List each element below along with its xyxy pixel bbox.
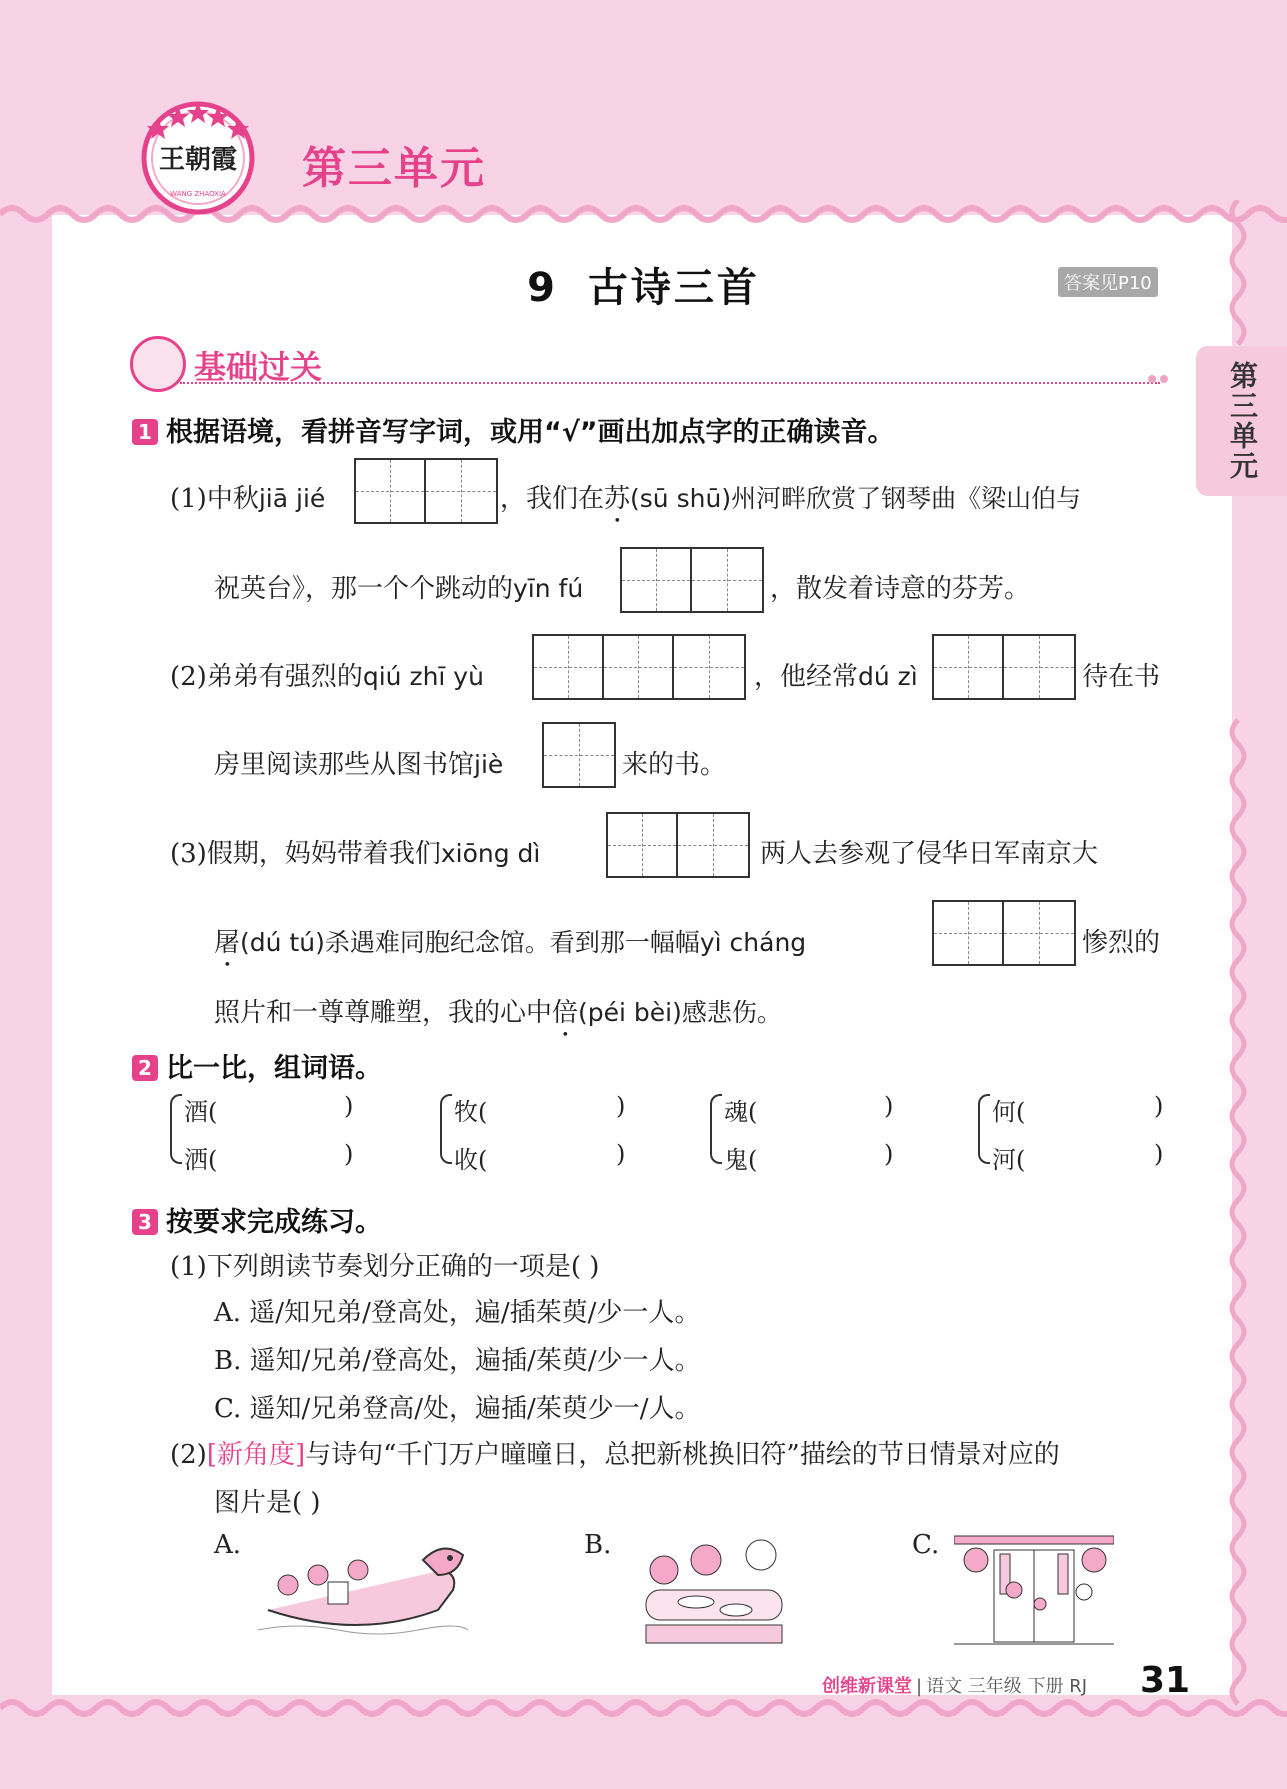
footer: 创维新课堂 | 语文 三年级 下册 RJ bbox=[822, 1676, 1088, 1697]
logo-text: 王朝霞 bbox=[158, 145, 238, 175]
q1-s2-text-a: (2)弟弟有强烈的 bbox=[170, 662, 363, 692]
brace-icon bbox=[710, 1094, 722, 1164]
question-2-number: 2 bbox=[132, 1055, 158, 1081]
question-3-title: 按要求完成练习。 bbox=[166, 1207, 382, 1238]
side-tab-label: 第三单元 bbox=[1226, 361, 1259, 481]
q1-s3-pinyin-1: xiōng dì bbox=[440, 839, 541, 868]
brace-icon bbox=[440, 1094, 452, 1164]
q3-s2-text: 与诗句“千门万户曈曈日，总把新桃换旧符”描绘的节日情景对应的 bbox=[305, 1440, 1060, 1470]
question-3-header bbox=[132, 1200, 382, 1239]
q1-s3-text-f: (péi bèi)感悲伤。 bbox=[578, 998, 782, 1027]
answer-grid-duzi[interactable] bbox=[932, 634, 1076, 700]
q1-s1-line2 bbox=[214, 568, 583, 605]
q1-s1-line1 bbox=[170, 478, 325, 515]
q1-s2-text-c: 待在书 bbox=[1082, 662, 1161, 692]
answer-grid-xiongdi[interactable] bbox=[606, 812, 750, 878]
question-1-number: 1 bbox=[132, 419, 158, 445]
q1-s2-text-b: ，他经常 bbox=[754, 662, 859, 692]
brand-logo bbox=[138, 96, 258, 216]
pair-2-top: 牧( bbox=[454, 1098, 488, 1126]
answer-grid-qiuzhiyu[interactable] bbox=[532, 634, 746, 700]
pair-1-top-close: ) bbox=[344, 1092, 354, 1120]
pic-label-a: A. bbox=[214, 1530, 242, 1560]
q1-s3-dotted-char-2: 倍 bbox=[552, 998, 579, 1028]
q1-s2-line2 bbox=[214, 744, 503, 781]
lesson-title-text: 古诗三首 bbox=[587, 265, 760, 311]
dragon-boat-picture[interactable] bbox=[258, 1530, 468, 1644]
q1-s2-text-d: 房里阅读那些从图书馆 bbox=[214, 750, 475, 780]
lesson-number: 9 bbox=[527, 265, 558, 311]
q3-s2-prefix: (2) bbox=[170, 1440, 207, 1470]
question-1-header bbox=[132, 410, 895, 449]
answer-grid-jie[interactable] bbox=[542, 722, 616, 788]
q1-s3-line2 bbox=[214, 922, 806, 973]
family-dinner-picture[interactable] bbox=[636, 1530, 792, 1648]
section-avatar-icon bbox=[130, 336, 186, 392]
q3-s2-line1 bbox=[170, 1434, 1060, 1471]
question-2-header bbox=[132, 1046, 382, 1085]
q1-s3-text-c: (dú tú)杀遇难同胞纪念馆。看到那一幅幅 bbox=[240, 928, 700, 957]
pair-4-bottom: 河( bbox=[992, 1146, 1026, 1174]
q1-s2-text-e: 来的书。 bbox=[622, 750, 727, 780]
brace-icon bbox=[978, 1094, 990, 1164]
section-title: 基础过关 bbox=[194, 348, 323, 386]
q1-s3-text-b: 两人去参观了侵华日军南京大 bbox=[760, 839, 1099, 869]
answer-reference: 答案见P10 bbox=[1058, 267, 1158, 297]
q3-option-c[interactable]: C. 遥知/兄弟登高/处，遍插/茱萸少一/人。 bbox=[214, 1394, 701, 1424]
wave-border-right bbox=[1218, 200, 1258, 1710]
pair-1-bottom-close: ) bbox=[344, 1140, 354, 1168]
q3-option-a[interactable]: A. 遥/知兄弟/登高处，遍/插茱萸/少一人。 bbox=[214, 1298, 701, 1328]
page-number: 31 bbox=[1140, 1660, 1191, 1701]
q3-option-b[interactable]: B. 遥知/兄弟/登高处，遍插/茱萸/少一人。 bbox=[214, 1346, 701, 1376]
q1-s1-line1b bbox=[500, 478, 1081, 529]
footer-info: 语文 三年级 下册 RJ bbox=[926, 1676, 1088, 1697]
section-divider bbox=[180, 382, 1160, 384]
q1-s3-text-d: 惨烈的 bbox=[1082, 928, 1161, 958]
q1-s1-pinyin-1: jiā jié bbox=[258, 484, 326, 513]
q1-s2-line1 bbox=[170, 656, 484, 693]
pair-2-bottom: 收( bbox=[454, 1146, 488, 1174]
pic-label-b: B. bbox=[584, 1530, 612, 1560]
brace-icon bbox=[170, 1094, 182, 1164]
pair-4-top: 何( bbox=[992, 1098, 1026, 1126]
question-1-title: 根据语境，看拼音写字词，或用“√”画出加点字的正确读音。 bbox=[166, 417, 895, 448]
q1-s3-line1 bbox=[170, 833, 540, 870]
q1-s3-text-e: 照片和一尊尊雕塑，我的心中 bbox=[214, 998, 553, 1028]
pic-label-c: C. bbox=[912, 1530, 940, 1560]
q3-s2-tag: [新角度] bbox=[206, 1440, 306, 1470]
q1-s1-text-d: 祝英台》，那一个个跳动的 bbox=[214, 574, 514, 604]
pair-3-top-close: ) bbox=[884, 1092, 894, 1120]
pair-4-bottom-close: ) bbox=[1154, 1140, 1164, 1168]
wave-border-bottom bbox=[0, 1690, 1287, 1726]
pair-3-top: 魂( bbox=[724, 1098, 758, 1126]
pair-1-bottom: 洒( bbox=[184, 1146, 218, 1174]
question-2-title: 比一比，组词语。 bbox=[166, 1053, 382, 1084]
q1-s1-text-a: (1)中秋 bbox=[170, 484, 259, 514]
q1-s2-line1b bbox=[754, 656, 918, 693]
q1-s2-pinyin-1: qiú zhī yù bbox=[362, 662, 484, 691]
q1-s2-pinyin-3: jiè bbox=[474, 750, 504, 779]
pair-2-top-close: ) bbox=[616, 1092, 626, 1120]
q1-s1-text-e: ，散发着诗意的芬芳。 bbox=[770, 574, 1031, 604]
answer-grid-jiajie[interactable] bbox=[354, 458, 498, 524]
answer-grid-yichang[interactable] bbox=[932, 900, 1076, 966]
q3-s2-text-2: 图片是( ) bbox=[214, 1488, 321, 1518]
pair-3-bottom: 鬼( bbox=[724, 1146, 758, 1174]
q1-s1-pinyin-2: yīn fú bbox=[513, 574, 584, 603]
q1-s1-text-c: (sū shū)州河畔欣赏了钢琴曲《梁山伯与 bbox=[630, 484, 1082, 513]
q1-s2-pinyin-2: dú zì bbox=[858, 662, 918, 691]
pair-3-bottom-close: ) bbox=[884, 1140, 894, 1168]
section-dots-icon bbox=[1146, 368, 1170, 387]
q1-s3-pinyin-2: yì cháng bbox=[699, 928, 807, 957]
answer-grid-yinfu[interactable] bbox=[620, 547, 764, 613]
unit-title: 第三单元 bbox=[302, 143, 486, 194]
question-3-number: 3 bbox=[132, 1209, 158, 1235]
pair-1-top: 酒( bbox=[184, 1098, 218, 1126]
q1-s1-text-b: ，我们在 bbox=[500, 484, 605, 514]
pair-2-bottom-close: ) bbox=[616, 1140, 626, 1168]
q1-s3-line3 bbox=[214, 992, 782, 1043]
pair-4-top-close: ) bbox=[1154, 1092, 1164, 1120]
spring-festival-door-picture[interactable] bbox=[954, 1530, 1114, 1648]
q3-s1-text: (1)下列朗读节奏划分正确的一项是( ) bbox=[170, 1252, 600, 1282]
logo-subtext: WANG ZHAOXIA bbox=[170, 190, 226, 198]
q1-s1-dotted-char: 苏 bbox=[604, 484, 631, 514]
footer-brand: 创维新课堂 bbox=[822, 1676, 912, 1697]
q1-s3-dotted-char-1: 屠 bbox=[214, 928, 241, 958]
q1-s3-text-a: (3)假期，妈妈带着我们 bbox=[170, 839, 441, 869]
